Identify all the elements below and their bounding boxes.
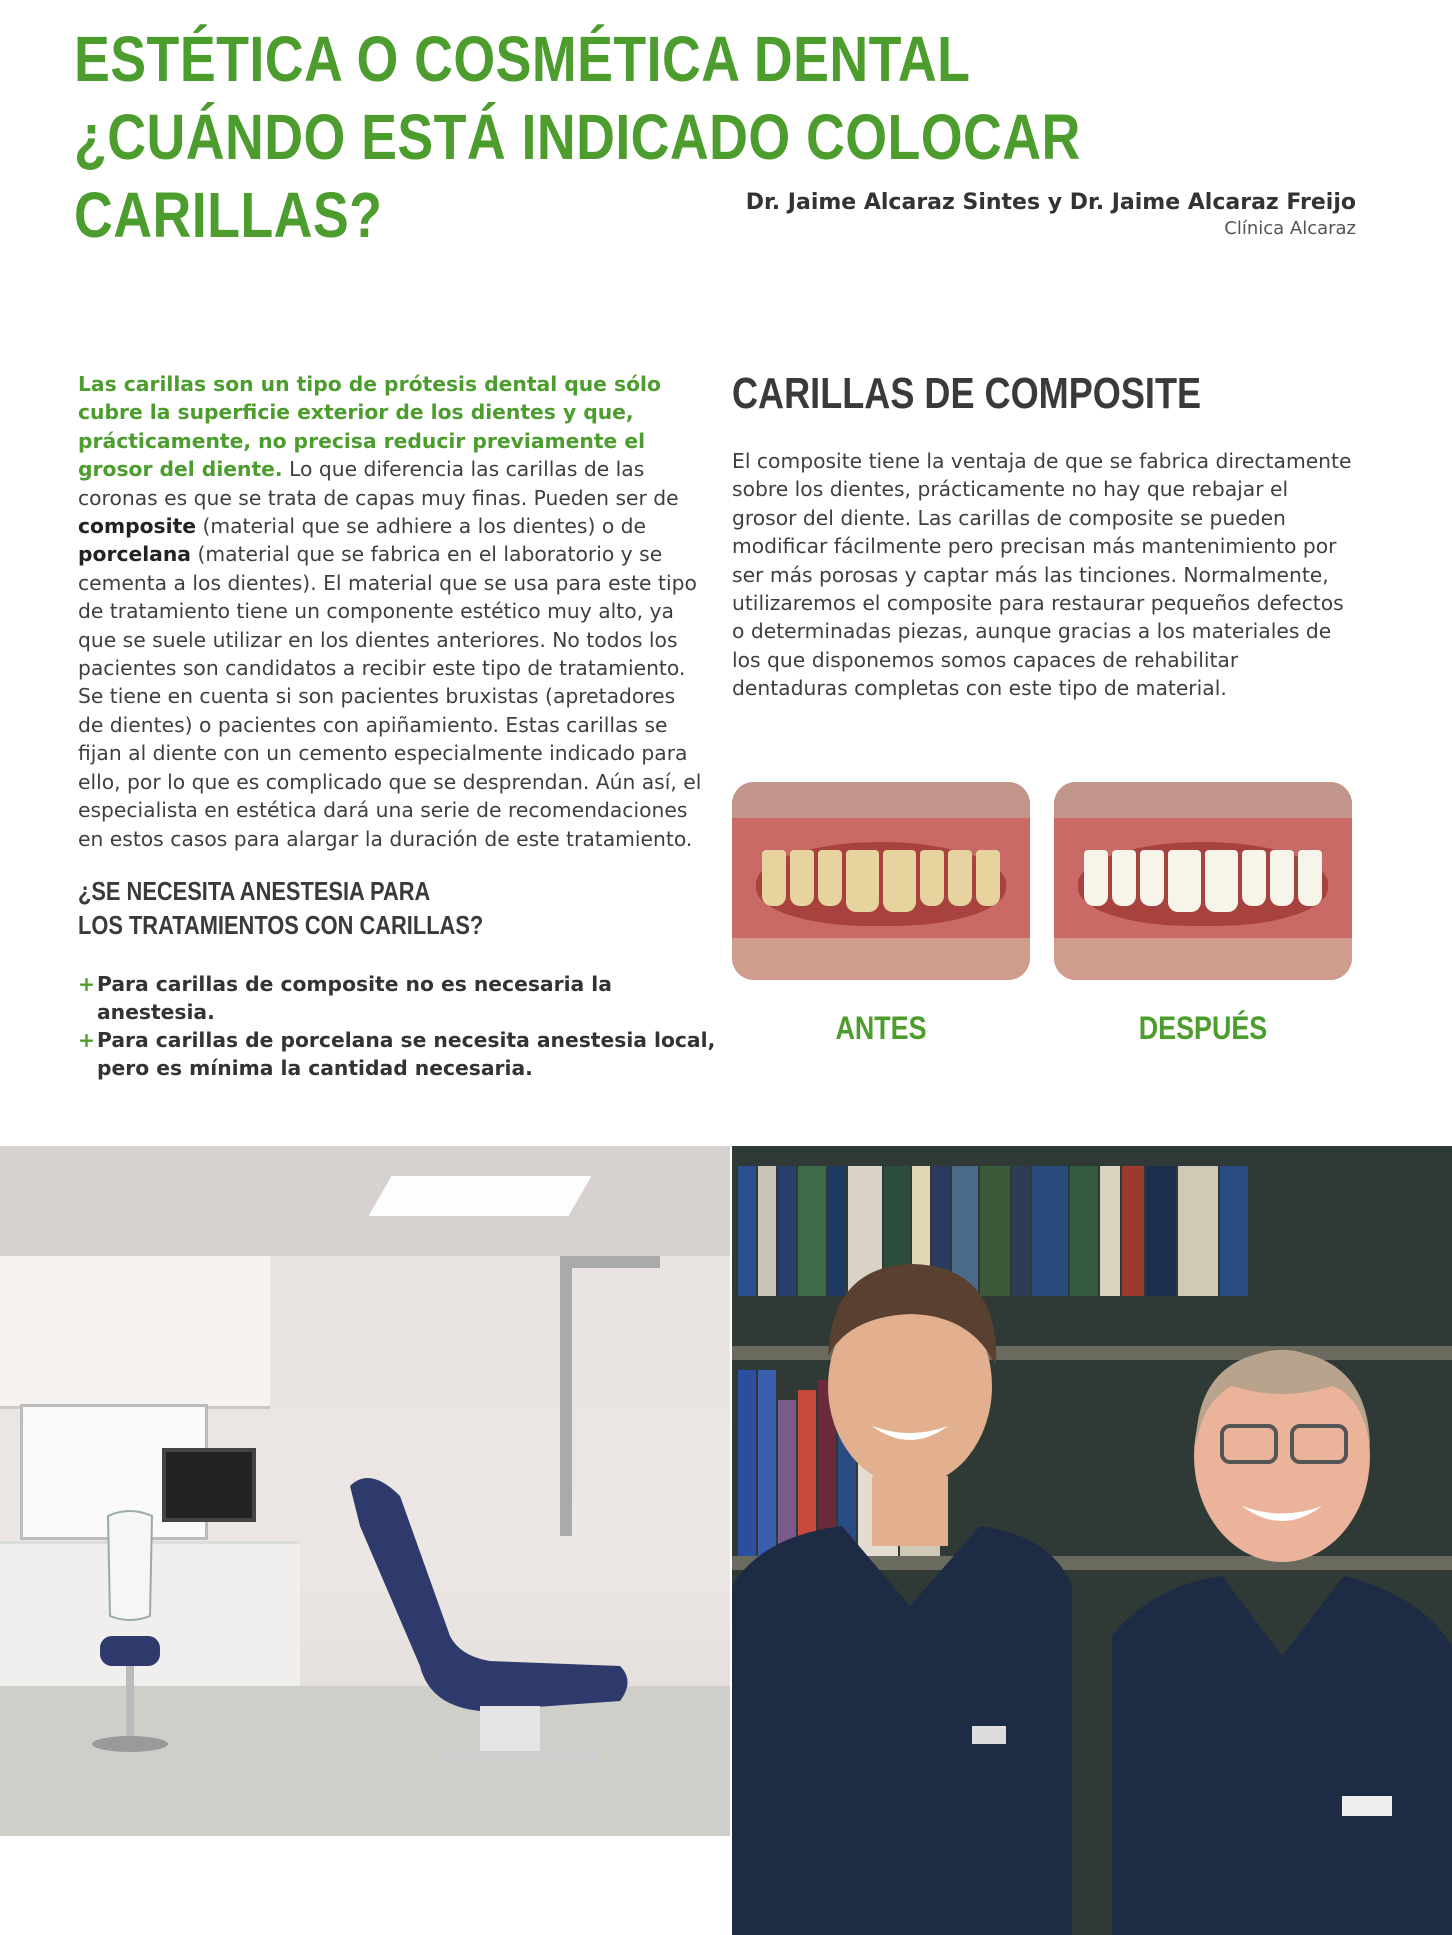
- book: [1146, 1166, 1176, 1296]
- list-item-text: Para carillas de composite no es necesaria la anestesia.: [97, 972, 612, 1024]
- plus-icon: +: [78, 1028, 95, 1052]
- title-line-2: ¿CUÁNDO ESTÁ INDICADO COLOCAR CARILLAS?: [74, 101, 1081, 251]
- dental-chair-icon: [340, 1466, 640, 1766]
- intro-paragraph: [78, 370, 706, 853]
- tooth: [1112, 850, 1136, 906]
- senior-doctor: [1112, 1306, 1452, 1935]
- plus-icon: +: [78, 972, 95, 996]
- ceiling: [0, 1146, 730, 1256]
- tooth: [920, 850, 944, 906]
- clinic-room-photo: [0, 1146, 730, 1836]
- teeth-row: [762, 850, 1000, 910]
- tooth: [1298, 850, 1322, 906]
- lower-lip: [732, 938, 1030, 980]
- list-item-text: Para carillas de porcelana se necesita anestesia local, pero es mínima la cantidad necesaria.: [97, 1028, 716, 1080]
- book: [1070, 1166, 1098, 1296]
- book: [1220, 1166, 1248, 1296]
- teeth-row: [1084, 850, 1322, 910]
- young-doctor: [732, 1226, 1072, 1935]
- anesthesia-heading-line-2: LOS TRATAMIENTOS CON CARILLAS?: [78, 910, 484, 940]
- tooth: [1168, 850, 1201, 912]
- tooth: [976, 850, 1000, 906]
- page-title: [74, 20, 1166, 254]
- lower-lip: [1054, 938, 1352, 980]
- anesthesia-heading-line-1: ¿SE NECESITA ANESTESIA PARA: [78, 876, 431, 906]
- intro-bold-composite: composite: [78, 514, 197, 539]
- intro-lead: Las carillas son un tipo de prótesis dental que sólo cubre la superficie exterior de los dientes y que, prácticamente, no precisa reducir previamente el grosor del diente.: [78, 372, 661, 482]
- book: [1100, 1166, 1120, 1296]
- clinic-name: Clínica Alcaraz: [1224, 218, 1356, 239]
- intro-text-2: (material que se adhiere a los dientes) o de: [196, 514, 647, 539]
- tooth: [1270, 850, 1294, 906]
- monitor: [162, 1448, 256, 1522]
- stool-icon: [90, 1506, 170, 1766]
- title-line-1: ESTÉTICA O COSMÉTICA DENTAL: [74, 23, 971, 95]
- list-item: [78, 970, 718, 1026]
- tooth: [1205, 850, 1238, 912]
- tooth: [846, 850, 879, 912]
- intro-text-3: (material que se fabrica en el laboratorio y se cementa a los dientes). El material que se usa para este tipo de tratamiento tiene un componente estético muy alto, ya que se suele utilizar en los dientes anteriores. No todos los pacientes son candidatos a recibir este tipo de tratamiento. Se tiene en cuenta si son pacientes bruxistas (apretadores de dientes) o pacientes con apiñamiento. Estas carillas se fijan al diente con un cemento especialmente indicado para ello, por lo que es complicado que se desprendan. Aún así, el especialista en estética dará una serie de recomendaciones en estos casos para alargar la duración de este tratamiento.: [78, 542, 702, 851]
- upper-lip: [732, 782, 1030, 818]
- wall-cabinets: [0, 1256, 270, 1409]
- microscope-arm: [560, 1256, 660, 1268]
- before-photo: [732, 782, 1030, 980]
- tooth: [1084, 850, 1108, 906]
- tooth: [883, 850, 916, 912]
- ceiling-light: [368, 1176, 591, 1216]
- composite-paragraph: El composite tiene la ventaja de que se fabrica directamente sobre los dientes, prácticamente no hay que rebajar el grosor del diente. Las carillas de composite se pueden modificar fácilmente pero precisan más mantenimiento por ser más porosas y captar más las tinciones. Normalmente, utilizaremos el composite para restaurar pequeños defectos o determinadas piezas, aunque gracias a los materiales de los que disponemos somos capaces de rehabilitar dentaduras completas con este tipo de material.: [732, 449, 1352, 701]
- tooth: [948, 850, 972, 906]
- after-label: DESPUÉS: [1138, 1010, 1268, 1046]
- tooth: [762, 850, 786, 906]
- tooth: [1140, 850, 1164, 906]
- tooth: [790, 850, 814, 906]
- doctors-photo: [732, 1146, 1452, 1935]
- anesthesia-list: [78, 970, 718, 1082]
- list-item: [78, 1026, 718, 1082]
- before-label: ANTES: [835, 1010, 927, 1046]
- after-photo: [1054, 782, 1352, 980]
- tooth: [818, 850, 842, 906]
- anesthesia-heading: [78, 874, 548, 942]
- book: [1122, 1166, 1144, 1296]
- upper-lip: [1054, 782, 1352, 818]
- composite-heading: CARILLAS DE COMPOSITE: [732, 369, 1202, 418]
- tooth: [1242, 850, 1266, 906]
- authors: Dr. Jaime Alcaraz Sintes y Dr. Jaime Alcaraz Freijo: [745, 190, 1356, 215]
- book: [1178, 1166, 1218, 1296]
- intro-text-1: Lo que diferencia las carillas de las coronas es que se trata de capas muy finas. Pueden ser de: [78, 457, 679, 510]
- intro-bold-porcelana: porcelana: [78, 542, 191, 567]
